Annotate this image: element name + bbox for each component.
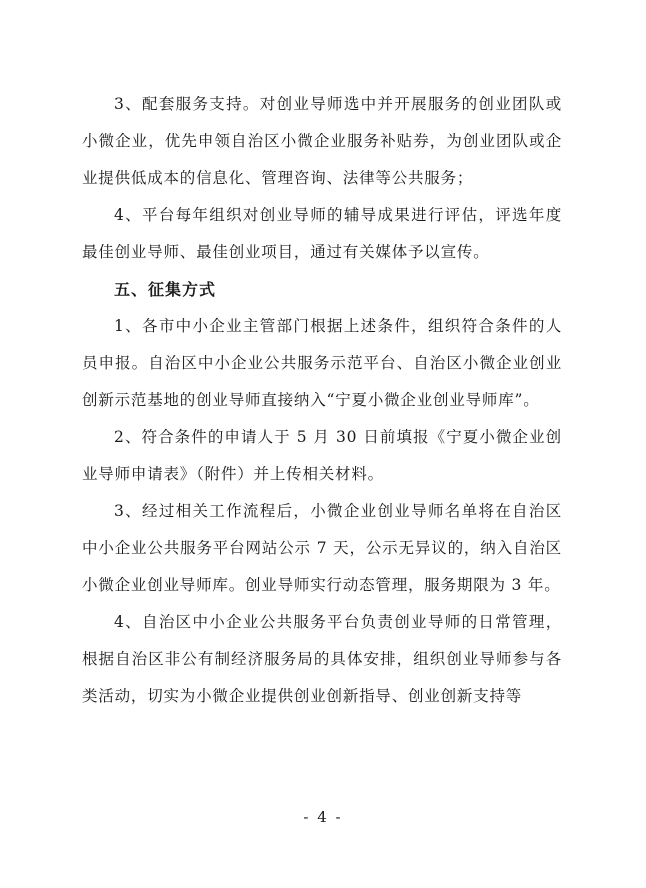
paragraph-service-support: 3、配套服务支持。对创业导师选中并开展服务的创业团队或小微企业，优先申领自治区小微企业服务补贴券，为创业团队或企业提供低成本的信息化、管理咨询、法律等公共服务；: [82, 95, 562, 187]
section-heading-collection-method: 五、征集方式: [114, 280, 217, 299]
collection-item-4: 4、自治区中小企业公共服务平台负责创业导师的日常管理，根据自治区非公有制经济服务局的具体安排，组织创业导师参与各类活动，切实为小微企业提供创业创新指导、创业创新支持等: [82, 613, 562, 705]
paragraph-annual-evaluation: 4、平台每年组织对创业导师的辅导成果进行评估，评选年度最佳创业导师、最佳创业项目，通过有关媒体予以宣传。: [82, 206, 562, 261]
collection-item-3: 3、经过相关工作流程后，小微企业创业导师名单将在自治区中小企业公共服务平台网站公示 7 天，公示无异议的，纳入自治区小微企业创业导师库。创业导师实行动态管理，服务期限为 3 年。: [82, 502, 562, 594]
page-number: - 4 -: [303, 808, 343, 826]
collection-item-2: 2、符合条件的申请人于 5 月 30 日前填报《宁夏小微企业创业导师申请表》（附件）并上传相关材料。: [82, 428, 562, 483]
collection-item-1: 1、各市中小企业主管部门根据上述条件，组织符合条件的人员申报。自治区中小企业公共服务示范平台、自治区小微企业创业创新示范基地的创业导师直接纳入“宁夏小微企业创业导师库”。: [82, 317, 562, 409]
document-body: [82, 86, 562, 715]
